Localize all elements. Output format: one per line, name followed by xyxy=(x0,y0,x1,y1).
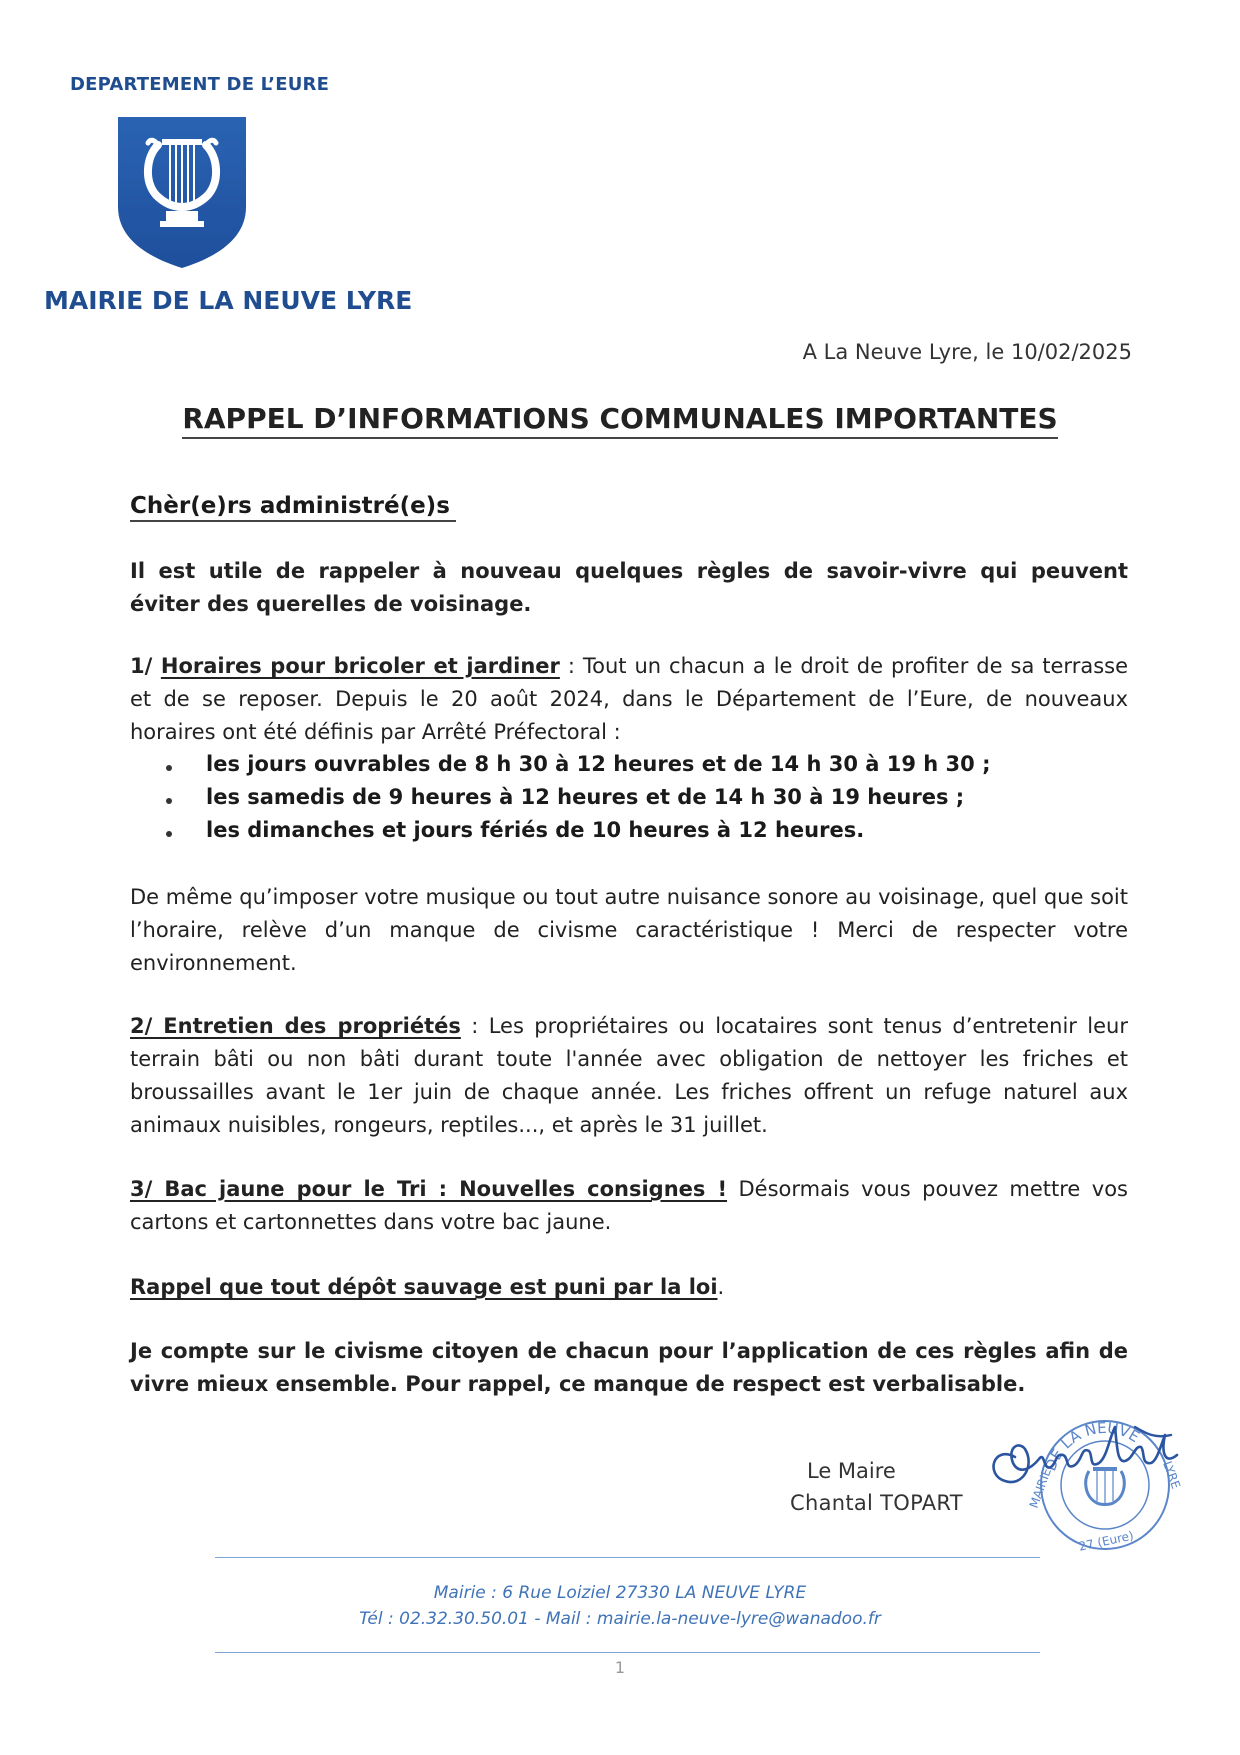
footer-divider-top xyxy=(215,1557,1040,1558)
section-1-heading: Horaires pour bricoler et jardiner xyxy=(160,654,560,678)
official-stamp-icon xyxy=(985,1405,1185,1555)
section-2-paragraph xyxy=(130,1010,1128,1142)
stamp-text-bottom: 27 (Eure) xyxy=(1077,1528,1135,1554)
mairie-name: MAIRIE DE LA NEUVE LYRE xyxy=(44,286,413,315)
svg-text:DE LA NEUVE xyxy=(1041,1419,1142,1474)
greeting: Chèr(e)rs administré(e)s xyxy=(130,493,456,522)
section-1-text: : Tout un chacun a le droit de profiter de sa terrasse et de se reposer. Depuis le 20 août 2024, dans le Département de l’Eure, de nouveaux horaires ont été définis par Arrêté Préfectoral : xyxy=(130,654,1128,744)
schedule-list xyxy=(162,748,1102,847)
intro-paragraph: Il est utile de rappeler à nouveau quelques règles de savoir-vivre qui peuvent éviter des querelles de voisinage. xyxy=(130,559,1128,616)
stamp-text-top: DE LA NEUVE xyxy=(1041,1418,1143,1474)
stamp-text-right: LYRE xyxy=(1160,1459,1184,1491)
page-number: 1 xyxy=(614,1658,626,1677)
reminder-paragraph xyxy=(130,1271,1128,1304)
section-1-number: 1/ xyxy=(130,654,161,678)
section-2-text: : Les propriétaires ou locataires sont tenus d’entretenir leur terrain bâti ou non bâti durant toute l'année avec obligation de nettoyer les friches et broussailles avant le 1er juin de chaque année. Les friches offrent un refuge naturel aux animaux nuisibles, rongeurs, reptiles..., et après le 31 juillet. xyxy=(130,1014,1128,1137)
signatory-title: Le Maire xyxy=(807,1459,896,1483)
list-item: les dimanches et jours fériés de 10 heures à 12 heures. xyxy=(162,814,1102,847)
signatory-name: Chantal TOPART xyxy=(790,1491,963,1515)
date-line: A La Neuve Lyre, le 10/02/2025 xyxy=(802,340,1132,364)
lyre-crest-icon xyxy=(116,115,248,270)
noise-paragraph: De même qu’imposer votre musique ou tout autre nuisance sonore au voisinage, quel que soit l’horaire, relève d’un manque de civisme caractéristique ! Merci de respecter votre environnement. xyxy=(130,885,1128,975)
section-3-heading: 3/ Bac jaune pour le Tri : Nouvelles consignes ! xyxy=(130,1177,728,1201)
section-3-text: Désormais vous pouvez mettre vos cartons et cartonnettes dans votre bac jaune. xyxy=(130,1177,1128,1234)
department-label: DEPARTEMENT DE L’EURE xyxy=(70,74,330,95)
section-2-heading: 2/ Entretien des propriétés xyxy=(130,1014,461,1038)
reminder-end: . xyxy=(717,1275,725,1299)
footer-divider-bottom xyxy=(215,1652,1040,1653)
document-title-wrap xyxy=(0,402,1240,435)
section-3-paragraph xyxy=(130,1173,1128,1239)
footer-address: Mairie : 6 Rue Loiziel 27330 LA NEUVE LYRE xyxy=(433,1583,807,1603)
list-item: les jours ouvrables de 8 h 30 à 12 heures et de 14 h 30 à 19 h 30 ; xyxy=(162,748,1102,781)
reminder-text: Rappel que tout dépôt sauvage est puni par la loi xyxy=(130,1275,718,1299)
list-item: les samedis de 9 heures à 12 heures et de 14 h 30 à 19 heures ; xyxy=(162,781,1102,814)
footer-contact: Tél : 02.32.30.50.01 - Mail : mairie.la-neuve-lyre@wanadoo.fr xyxy=(359,1609,881,1629)
document-title: RAPPEL D’INFORMATIONS COMMUNALES IMPORTANTES xyxy=(182,402,1057,439)
stamp-text-left: MAIRIE xyxy=(1026,1466,1055,1511)
closing-paragraph: Je compte sur le civisme citoyen de chacun pour l’application de ces règles afin de vivre mieux ensemble. Pour rappel, ce manque de respect est verbalisable. xyxy=(130,1339,1128,1396)
section-1-paragraph xyxy=(130,650,1128,749)
